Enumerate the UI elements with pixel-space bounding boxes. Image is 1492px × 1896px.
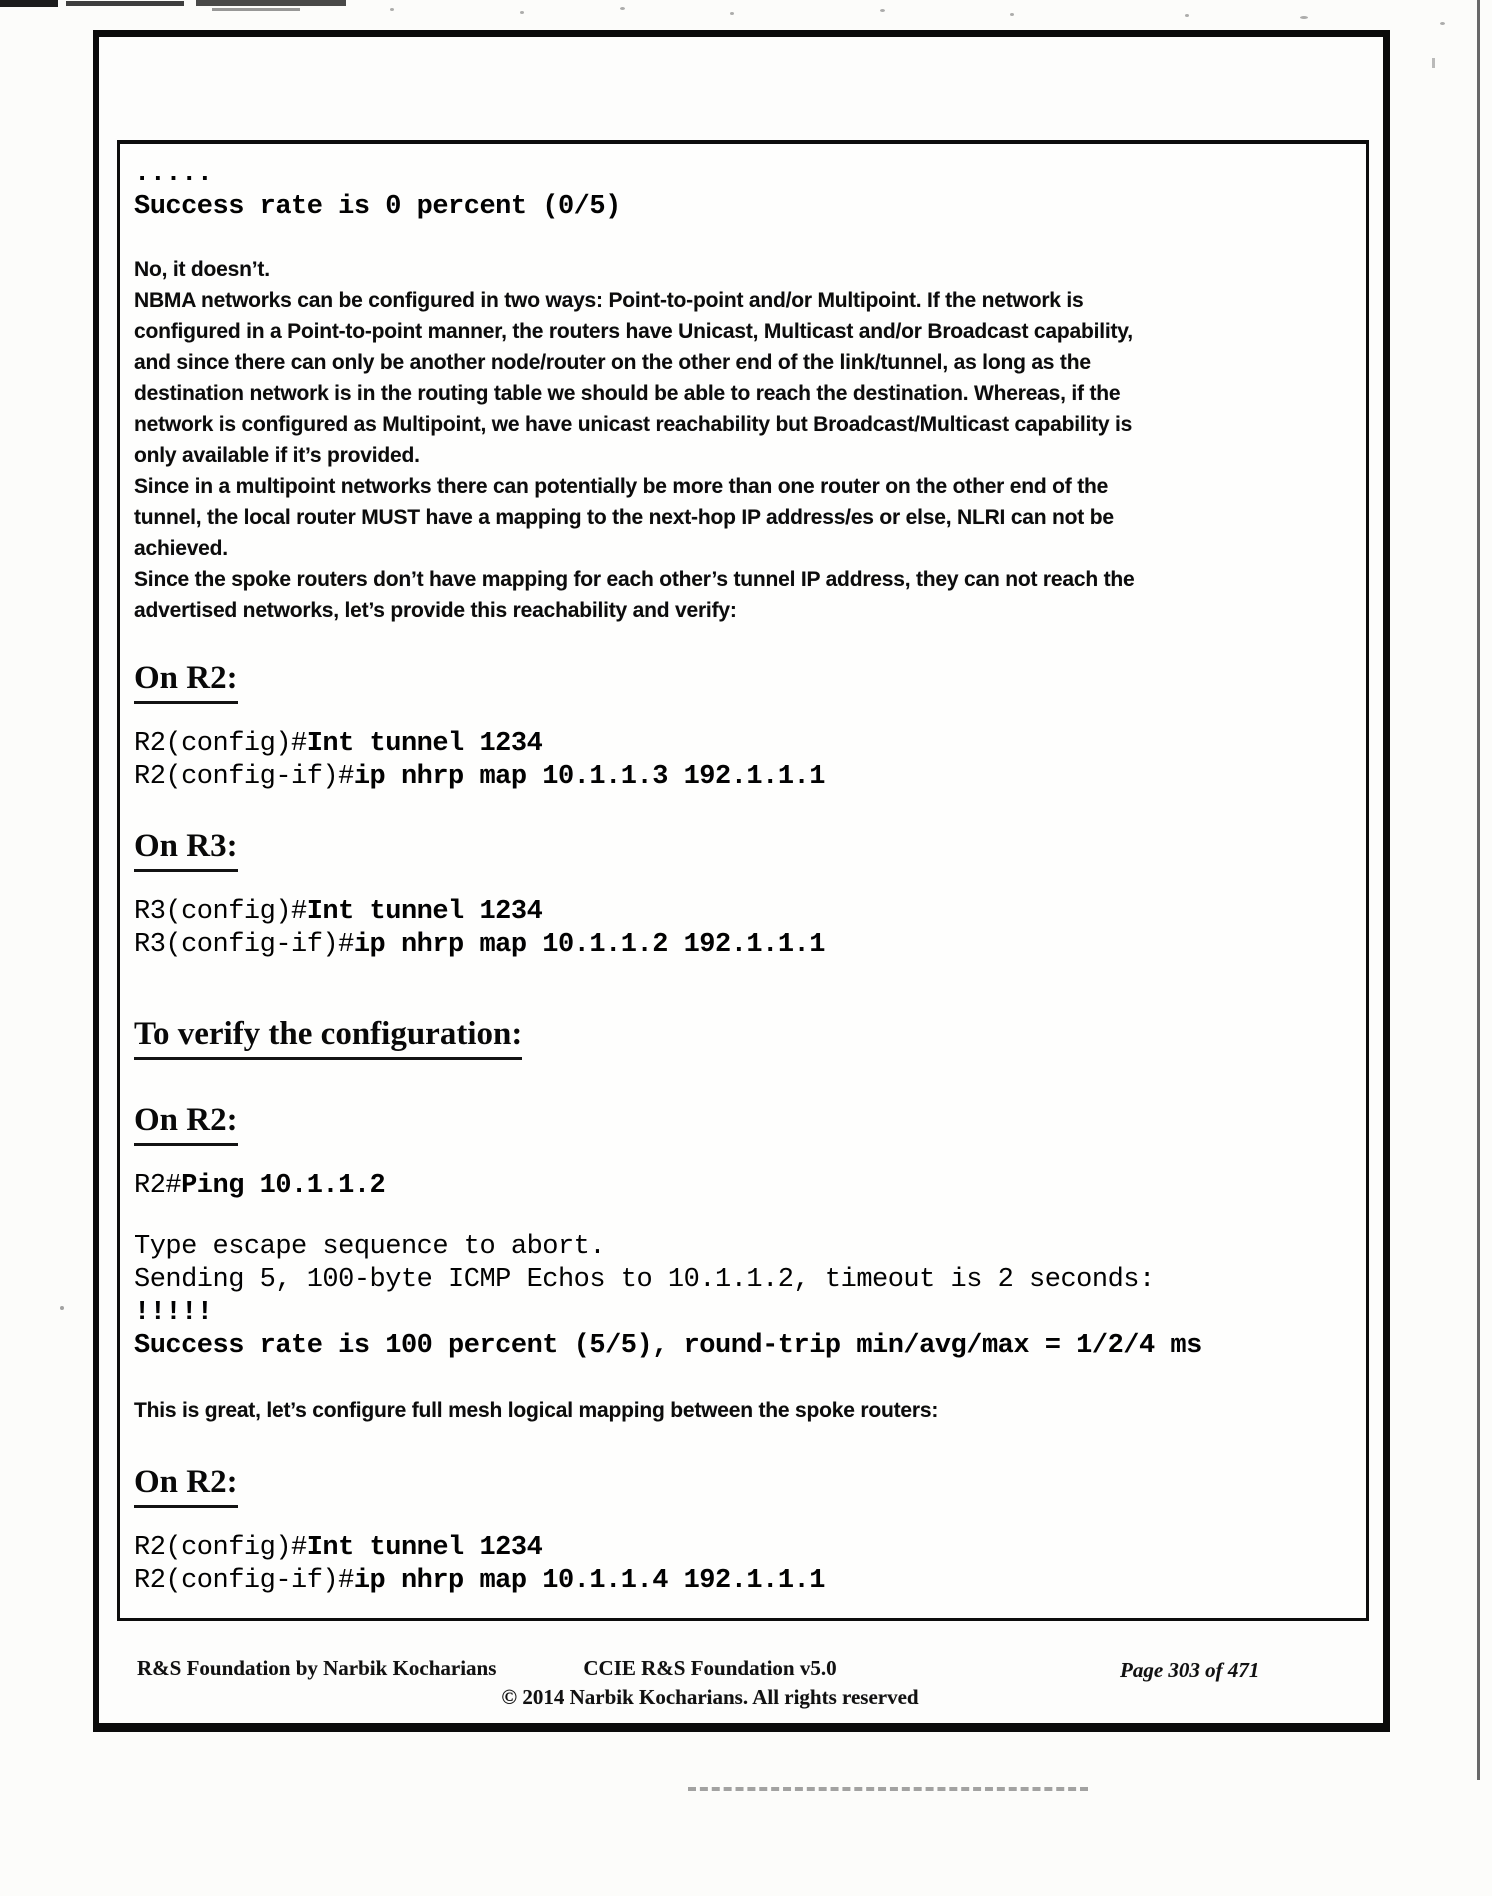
cli-prompt: R3(config)# <box>134 897 307 927</box>
cli-code-block <box>134 1532 1346 1598</box>
cli-line <box>134 728 1346 761</box>
footer-title: CCIE R&S Foundation v5.0 <box>583 1656 837 1680</box>
cli-command: Int tunnel 1234 <box>306 1533 543 1563</box>
cli-command: ip nhrp map 10.1.1.2 192.1.1.1 <box>353 930 825 960</box>
scan-artifact <box>0 0 58 7</box>
scan-artifact <box>1432 58 1435 68</box>
cli-line <box>134 929 1346 962</box>
scan-artifact <box>66 1 184 6</box>
scan-artifact <box>520 11 524 14</box>
console-line: Sending 5, 100-byte ICMP Echos to 10.1.1.2, timeout is 2 seconds: <box>134 1265 1155 1295</box>
cli-command: ip nhrp map 10.1.1.4 192.1.1.1 <box>353 1566 825 1596</box>
console-line: !!!!! <box>134 1298 213 1328</box>
cli-command: ip nhrp map 10.1.1.3 192.1.1.1 <box>353 762 825 792</box>
cli-prompt: R2(config-if)# <box>134 1566 354 1596</box>
cli-command: Int tunnel 1234 <box>306 897 543 927</box>
section-heading-on-r3: On R3: <box>134 826 1346 872</box>
cli-line <box>134 896 1346 929</box>
cli-line <box>134 1532 1346 1565</box>
scan-artifact <box>620 7 625 10</box>
footer-page-number: Page 303 of 471 <box>1120 1658 1260 1682</box>
section-heading-on-r2: On R2: <box>134 1462 1346 1508</box>
cli-code-block <box>134 1170 1346 1203</box>
cli-code-block <box>134 896 1346 962</box>
section-heading-on-r2: On R2: <box>134 658 1346 704</box>
scan-artifact <box>880 9 885 12</box>
section-heading-on-r2: On R2: <box>134 1100 1346 1146</box>
body-comment: This is great, let’s configure full mesh logical mapping between the spoke routers: <box>134 1399 939 1422</box>
cli-line <box>134 761 1346 794</box>
scan-artifact-bottom-dashes <box>688 1787 1088 1791</box>
cli-line <box>134 1170 1346 1203</box>
scan-artifact <box>60 1306 64 1310</box>
scan-artifact <box>212 8 300 11</box>
scan-artifact <box>730 12 734 15</box>
scan-artifact <box>1010 13 1014 16</box>
body-paragraph: No, it doesn’t. NBMA networks can be configured in two ways: Point-to-point and/or Multipoint. If the network is configured in a Point-to-point manner, the routers have Unicast, Multicast and/or Broadcast capability, and since there can only be another node/router on the other end of the link/tunnel, as long as the destination network is in the routing table we should be able to reach the destination. Whereas, if the network is configured as Multipoint, we have unicast reachability but Broadcast/Multicast capability is only available if it’s provided. Since in a multipoint networks there can potentially be more than one router on the other end of the tunnel, the local router MUST have a mapping to the next-hop IP address/es or else, NLRI can not be achieved. Since the spoke routers don’t have mapping for each other’s tunnel IP address, they can not reach the advertised networks, let’s provide this reachability and verify: <box>134 258 1135 622</box>
ping-result-line: Success rate is 0 percent (0/5) <box>134 192 621 222</box>
console-output-top <box>134 158 1346 224</box>
footer-left: R&S Foundation by Narbik Kocharians <box>137 1656 497 1680</box>
scan-artifact <box>196 0 346 6</box>
cli-line <box>134 1565 1346 1598</box>
cli-prompt: R2(config)# <box>134 1533 307 1563</box>
content-box <box>117 140 1369 1621</box>
cli-command: Int tunnel 1234 <box>306 729 543 759</box>
scan-artifact <box>1185 14 1189 17</box>
cli-prompt: R3(config-if)# <box>134 930 354 960</box>
console-line: Success rate is 100 percent (5/5), round-trip min/avg/max = 1/2/4 ms <box>134 1331 1202 1361</box>
console-output <box>134 1231 1346 1363</box>
scan-artifact-right-line <box>1477 0 1480 1780</box>
ping-dots: ..... <box>134 159 213 189</box>
cli-code-block <box>134 728 1346 794</box>
footer-copyright: © 2014 Narbik Kocharians. All rights reserved <box>501 1685 919 1709</box>
cli-prompt: R2# <box>134 1171 182 1201</box>
scan-artifact <box>1300 16 1308 19</box>
section-heading-verify: To verify the configuration: <box>134 1014 1346 1060</box>
console-line: Type escape sequence to abort. <box>134 1232 606 1262</box>
cli-prompt: R2(config)# <box>134 729 307 759</box>
scan-artifact <box>1440 22 1445 25</box>
cli-prompt: R2(config-if)# <box>134 762 354 792</box>
scan-artifact <box>390 8 394 11</box>
cli-command: Ping 10.1.1.2 <box>181 1171 386 1201</box>
